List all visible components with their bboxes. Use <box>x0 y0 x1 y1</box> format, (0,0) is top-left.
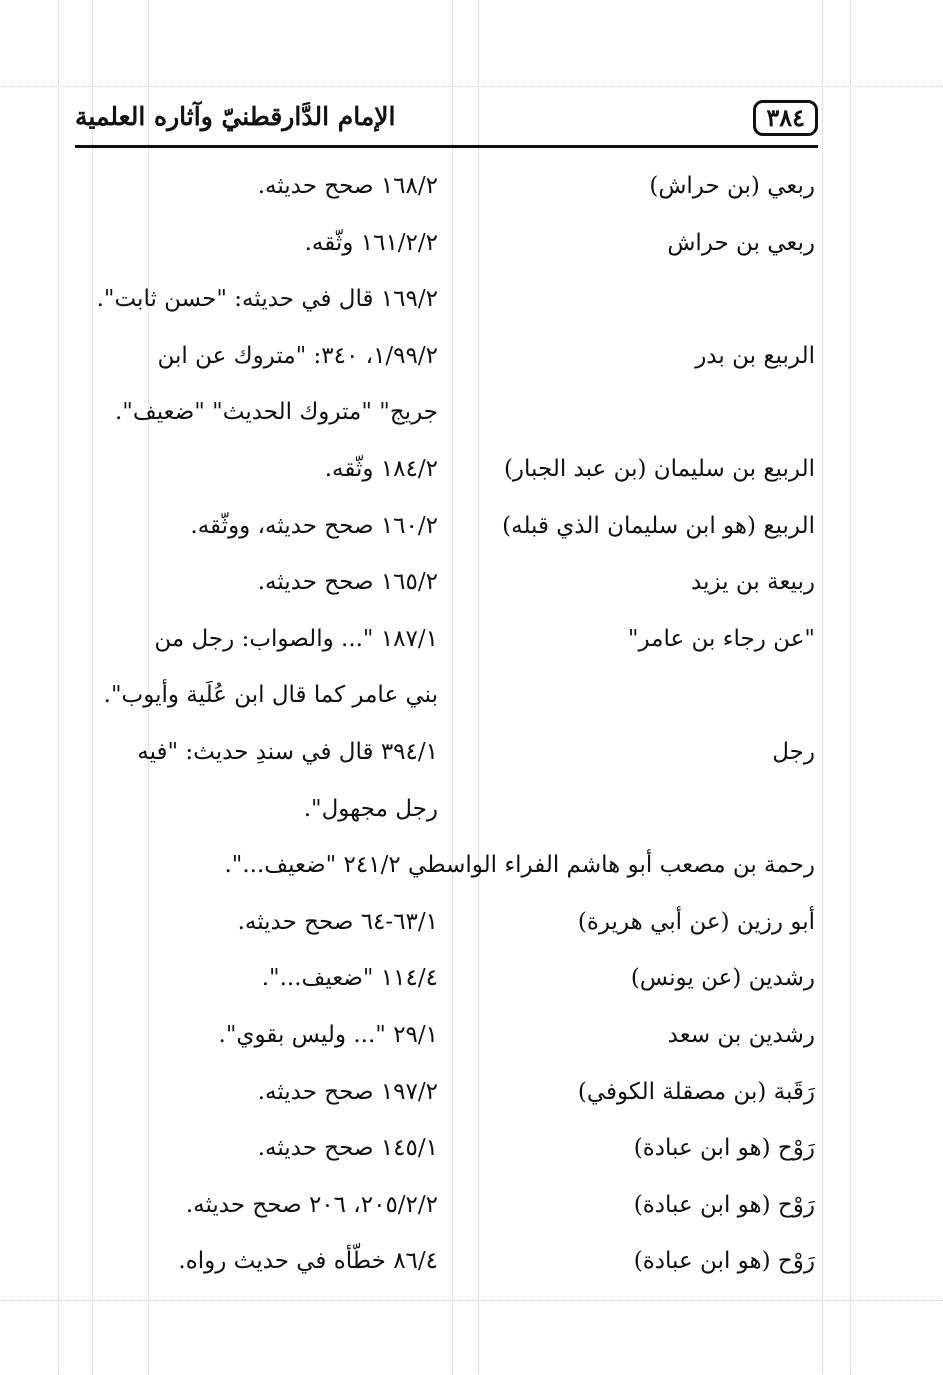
entry-reference: جريج" "متروك الحديث" "ضعيف". <box>115 399 438 426</box>
entry-reference: ١٨٧/١ "... والصواب: رجل من <box>154 625 438 652</box>
guide-line <box>0 86 943 87</box>
index-entry <box>0 384 943 441</box>
index-entry <box>0 1177 943 1234</box>
index-entry <box>0 554 943 611</box>
index-entry <box>0 328 943 385</box>
entry-reference: ١٩٧/٢ صحح حديثه. <box>257 1078 438 1105</box>
entry-name: الربيع بن بدر <box>695 342 815 369</box>
entry-reference: ١٦٩/٢ قال في حديثه: "حسن ثابت". <box>96 286 438 313</box>
index-entry <box>0 1233 943 1290</box>
index-entry <box>0 894 943 951</box>
entry-name: رَقَبة (بن مصقلة الكوفي) <box>577 1078 815 1105</box>
entry-name: رجل <box>772 738 815 765</box>
index-entry <box>0 611 943 668</box>
entry-name: رشدين (عن يونس) <box>630 965 815 992</box>
entry-reference: ٢٩/١ "... وليس بقوي". <box>218 1021 438 1048</box>
index-entry <box>0 498 943 555</box>
index-entry <box>0 667 943 724</box>
entry-name: ربعي بن حراش <box>667 229 815 256</box>
index-entry <box>0 1120 943 1177</box>
index-entry <box>0 950 943 1007</box>
entry-reference: ١٨٤/٢ وثّقه. <box>324 455 438 482</box>
entry-reference: ١٤٥/١ صحح حديثه. <box>257 1135 438 1162</box>
entry-name: رَوْح (هو ابن عبادة) <box>633 1135 815 1162</box>
entry-name: ربيعة بن يزيد <box>691 569 815 596</box>
entry-reference: ١٦٥/٢ صحح حديثه. <box>257 569 438 596</box>
index-entry <box>0 1064 943 1121</box>
entry-name: رَوْح (هو ابن عبادة) <box>633 1248 815 1275</box>
entry-name: ربعي (بن حراش) <box>649 173 815 199</box>
index-entry <box>0 215 943 272</box>
index-entry <box>0 271 943 328</box>
page-header <box>75 92 818 150</box>
entry-name: أبو رزين (عن أبي هريرة) <box>577 908 815 935</box>
entry-reference: رحمة بن مصعب أبو هاشم الفراء الواسطي ٢٤١/٢ "ضعيف...". <box>224 852 815 879</box>
index-entry <box>0 837 943 894</box>
guide-line <box>0 1300 943 1301</box>
book-title: الإمام الدَّارقطنيّ وآثاره العلمية <box>75 102 396 131</box>
index-entry <box>0 724 943 781</box>
entry-name: رَوْح (هو ابن عبادة) <box>633 1191 815 1218</box>
index-entry <box>0 781 943 838</box>
entry-reference: ٨٦/٤ خطّأه في حديث رواه. <box>178 1248 438 1275</box>
header-rule <box>75 145 818 148</box>
entry-reference: ١٦٨/٢ صحح حديثه. <box>257 173 438 199</box>
index-entry <box>0 441 943 498</box>
entry-name: "عن رجاء بن عامر" <box>627 625 815 652</box>
entry-reference: ١٦١/٢/٢ وثّقه. <box>304 229 438 256</box>
entry-name: الربيع بن سليمان (بن عبد الجبار) <box>503 455 815 482</box>
entry-reference: ١/٩٩/٢، ٣٤٠: "متروك عن ابن <box>157 342 438 369</box>
entry-reference: ٦٣/١-٦٤ صحح حديثه. <box>237 908 438 935</box>
entry-name: الربيع (هو ابن سليمان الذي قبله) <box>502 512 815 539</box>
entry-reference: ٢٠٥/٢/٢، ٢٠٦ صحح حديثه. <box>185 1191 438 1218</box>
entry-reference: ٣٩٤/١ قال في سندِ حديث: "فيه <box>137 738 438 765</box>
entry-reference: ١١٤/٤ "ضعيف...". <box>261 965 438 992</box>
index-entry <box>0 158 943 215</box>
entry-reference: بني عامر كما قال ابن عُلَية وأيوب". <box>103 682 438 709</box>
page-number: ٣٨٤ <box>753 100 818 136</box>
entry-reference: ١٦٠/٢ صحح حديثه، ووثّقه. <box>190 512 438 539</box>
index-entry <box>0 1007 943 1064</box>
entry-reference: رجل مجهول". <box>303 795 438 822</box>
index-entries <box>0 158 943 1290</box>
entry-name: رشدين بن سعد <box>667 1021 815 1048</box>
